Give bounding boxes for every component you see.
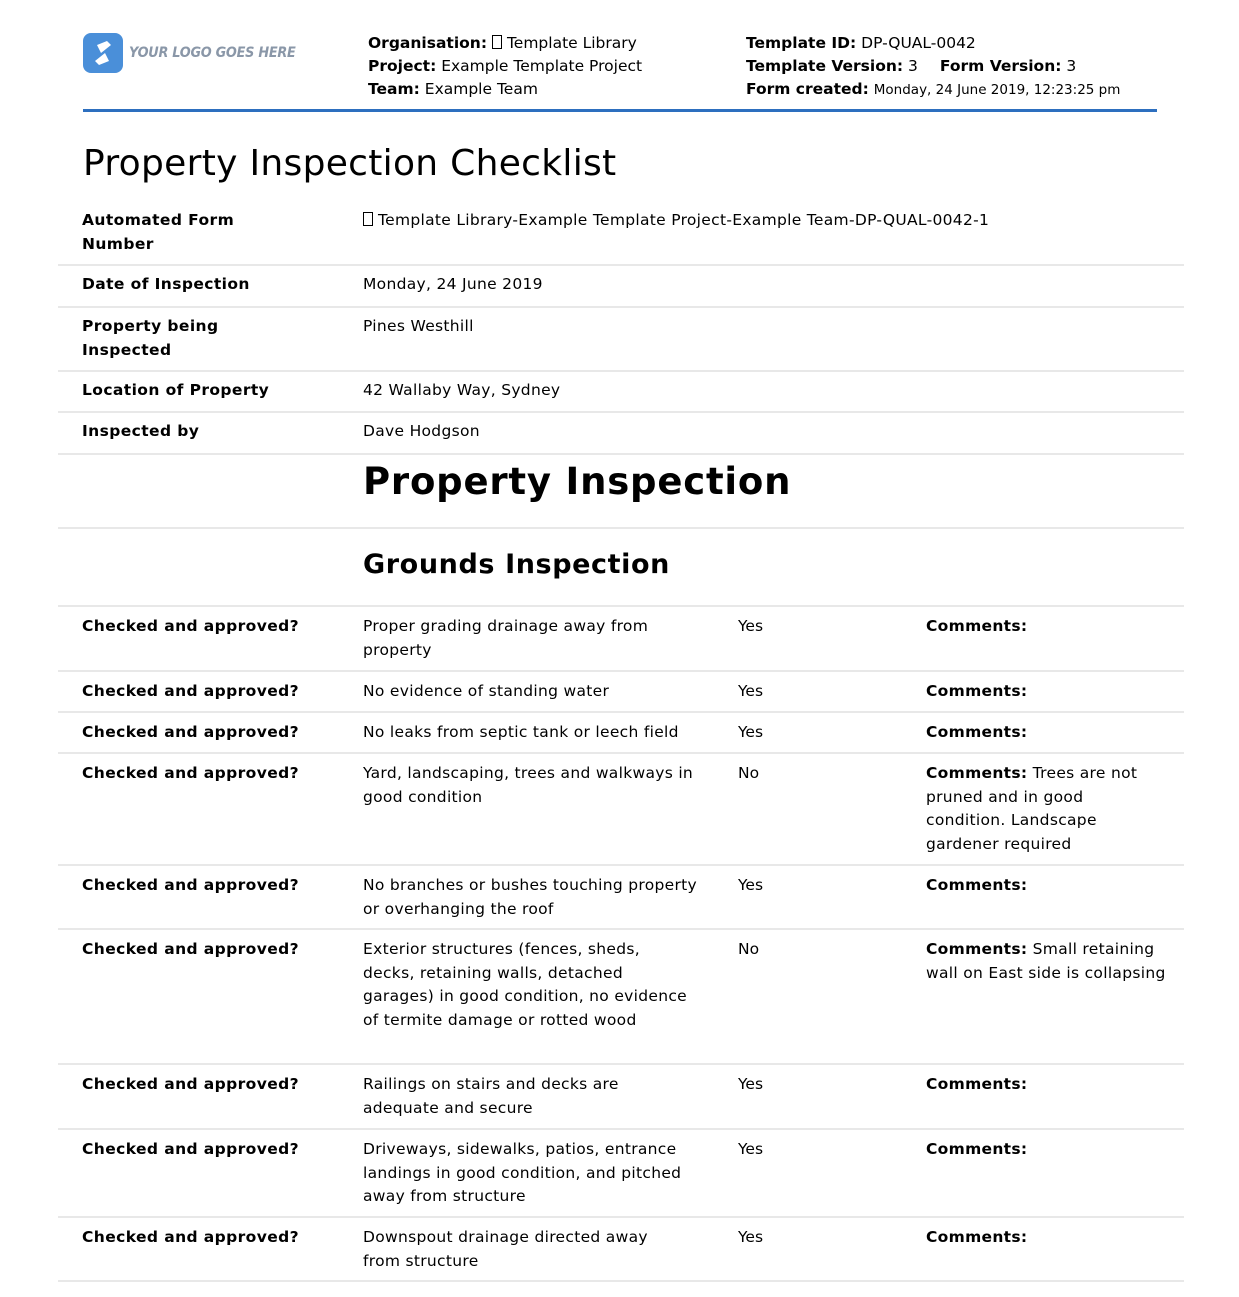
org-meta [368,32,642,101]
project-value: Example Template Project [441,57,643,75]
page-title: Property Inspection Checklist [83,143,617,184]
checked-approved-label: Checked and approved? [82,1228,300,1246]
checked-approved-label: Checked and approved? [82,1140,300,1158]
field-value: Monday, 24 June 2019 [363,275,543,293]
checklist-item: Exterior structures (fences, sheds, decks, retaining walls, detached garages) in good condition, no evidence of termite damage or rotted wood [363,940,687,1029]
checklist-item: Downspout drainage directed away from structure [363,1228,648,1270]
checklist-answer: Yes [738,682,764,700]
comments-label: Comments: [926,764,1028,782]
comments [926,874,1166,898]
field-row [58,200,1184,266]
comments [926,1073,1166,1097]
missing-glyph-icon [363,212,373,226]
template-version-label: Template Version: [746,57,904,75]
form-created-label: Form created: [746,80,869,98]
form-version-value: 3 [1066,57,1077,75]
checklist-item: Driveways, sidewalks, patios, entrance landings in good condition, and pitched away from structure [363,1140,682,1205]
checklist-answer: Yes [738,723,764,741]
comments-label: Comments: [926,617,1028,635]
comment-text: Small retaining wall on East side is collapsing [926,940,1166,982]
comments-label: Comments: [926,1075,1028,1093]
project-label: Project: [368,57,437,75]
comments [926,615,1166,639]
subsection-title: Grounds Inspection [363,549,670,580]
checklist-row [58,866,1184,930]
field-label: Date of Inspection [82,275,250,293]
comments [926,1226,1166,1250]
checklist-row [58,1130,1184,1218]
field-label: Location of Property [82,381,270,399]
checklist-answer: Yes [738,1140,764,1158]
checklist-row [58,1065,1184,1130]
team-value: Example Team [424,80,538,98]
comments-label: Comments: [926,940,1028,958]
field-row [58,372,1184,413]
checklist-item: Proper grading drainage away from property [363,617,649,659]
automated-form-number: Template Library-Example Template Project-Example Team-DP-QUAL-0042-1 [378,211,990,229]
checked-approved-label: Checked and approved? [82,617,300,635]
checklist-answer: Yes [738,876,764,894]
checklist-item: No branches or bushes touching property or overhanging the roof [363,876,697,918]
checklist-answer: Yes [738,617,764,635]
section-title: Property Inspection [363,460,792,503]
checklist-item: Railings on stairs and decks are adequate and secure [363,1075,619,1117]
template-id-label: Template ID: [746,34,857,52]
missing-glyph-icon [492,35,502,49]
comments-label: Comments: [926,876,1028,894]
field-row [58,308,1184,372]
checked-approved-label: Checked and approved? [82,764,300,782]
field-label: Automated Form Number [82,211,235,253]
checklist-row [58,1218,1184,1282]
subsection-heading-row [58,529,1184,607]
comments-label: Comments: [926,723,1028,741]
checked-approved-label: Checked and approved? [82,723,300,741]
checklist-item: Yard, landscaping, trees and walkways in good condition [363,764,694,806]
checklist-answer: Yes [738,1228,764,1246]
checked-approved-label: Checked and approved? [82,1075,300,1093]
field-value: 42 Wallaby Way, Sydney [363,381,561,399]
field-row [58,266,1184,308]
checklist-item: No evidence of standing water [363,682,610,700]
field-value: Pines Westhill [363,317,474,335]
logo-icon [83,33,123,73]
checklist-answer: No [738,764,760,782]
field-value [363,209,989,233]
field-label: Inspected by [82,422,200,440]
comment-text: Trees are not pruned and in good condition. Landscape gardener required [926,764,1138,853]
checklist-row [58,607,1184,672]
logo [83,33,310,73]
checklist-row [58,672,1184,713]
team-label: Team: [368,80,420,98]
checklist-answer: Yes [738,1075,764,1093]
field-row [58,413,1184,455]
comments-label: Comments: [926,682,1028,700]
comments [926,680,1166,704]
comments [926,721,1166,745]
checked-approved-label: Checked and approved? [82,876,300,894]
checklist-answer: No [738,940,760,958]
comments [926,938,1166,985]
organisation-label: Organisation: [368,34,488,52]
checklist-item: No leaks from septic tank or leech field [363,723,679,741]
comments [926,762,1166,856]
template-version-value: 3 [908,57,918,75]
field-value: Dave Hodgson [363,422,480,440]
section-heading-row [58,455,1184,529]
comments-label: Comments: [926,1228,1028,1246]
comments [926,1138,1166,1162]
header-divider [83,109,1157,112]
checklist-row [58,754,1184,866]
template-id-value: DP-QUAL-0042 [861,34,976,52]
template-meta [746,32,1120,102]
field-label: Property being Inspected [82,317,219,359]
form-created-value: Monday, 24 June 2019, 12:23:25 pm [873,82,1121,98]
form-header [83,0,1157,113]
checked-approved-label: Checked and approved? [82,682,300,700]
comments-label: Comments: [926,1140,1028,1158]
checklist-row [58,930,1184,1065]
checked-approved-label: Checked and approved? [82,940,300,958]
logo-text: YOUR LOGO GOES HERE [129,45,296,61]
checklist-row [58,713,1184,754]
organisation-value: Template Library [506,34,637,52]
form-version-label: Form Version: [939,57,1062,75]
